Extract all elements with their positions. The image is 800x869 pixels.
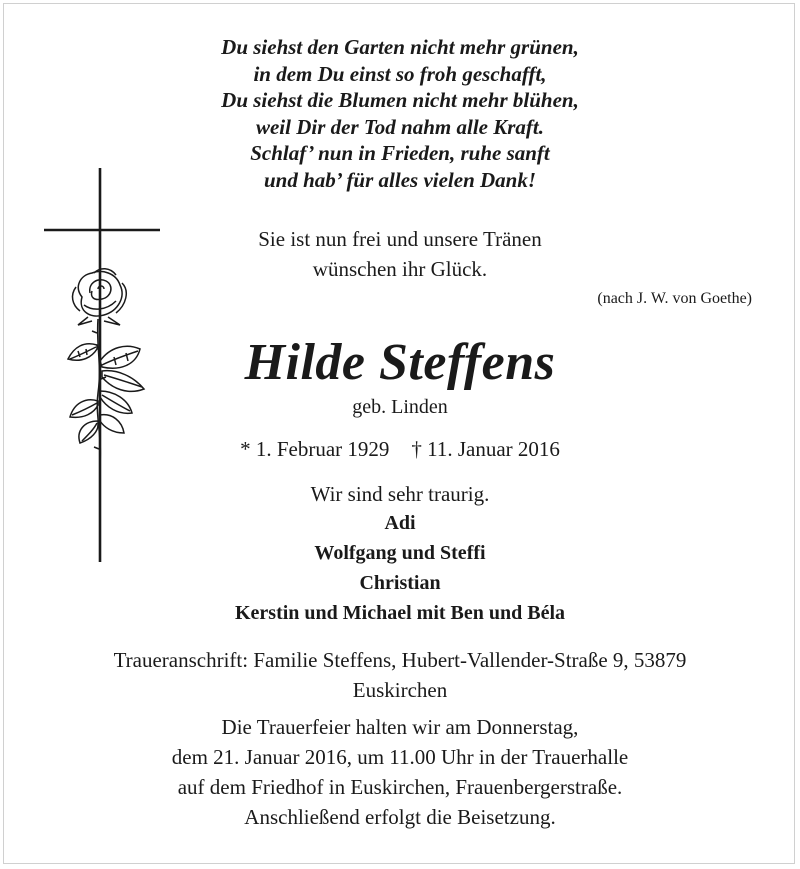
ceremony-line: auf dem Friedhof in Euskirchen, Frauenbergerstraße. [177,775,623,799]
life-dates [150,437,650,462]
deceased-name: Hilde Steffens [244,334,556,391]
poem-line: Du siehst den Garten nicht mehr grünen, [221,35,579,59]
rose-icon [68,269,144,465]
poem-line: Du siehst die Blumen nicht mehr blühen, [221,88,579,112]
maiden-name: geb. Linden [352,396,448,418]
death-date: † 11. Januar 2016 [411,437,560,461]
poem-line: in dem Du einst so froh geschafft, [253,61,547,86]
poem-line: und hab’ für alles vielen Dank! [263,167,537,192]
mourner: Wolfgang und Steffi [314,542,486,564]
ceremony-line: Die Trauerfeier halten wir am Donnerstag, [221,715,579,739]
quote-source: (nach J. W. von Goethe) [597,290,752,307]
birth-date: * 1. Februar 1929 [240,437,390,461]
quote-line: wünschen ihr Glück. [312,257,488,281]
mourner: Adi [384,512,416,534]
address-line: Traueranschrift: Familie Steffens, Hubert-Vallender-Straße 9, 53879 [113,648,687,672]
poem-line: Schlaf’ nun in Frieden, ruhe sanft [250,141,550,165]
ceremony-line: Anschließend erfolgt die Beisetzung. [244,805,556,829]
poem-line: weil Dir der Tod nahm alle Kraft. [255,114,544,139]
address-line: Euskirchen [352,678,448,702]
mourners-list [150,508,650,628]
mourning-line: Wir sind sehr traurig. [310,482,490,506]
quote [200,224,600,284]
quote-line: Sie ist nun frei und unsere Tränen [258,227,542,251]
mourning-address [30,645,770,705]
ceremony-line: dem 21. Januar 2016, um 11.00 Uhr in der Trauerhalle [171,745,629,769]
poem [160,34,640,193]
mourner: Christian [359,572,441,594]
mourner: Kerstin und Michael mit Ben und Béla [234,602,566,624]
ceremony-info [60,712,740,832]
